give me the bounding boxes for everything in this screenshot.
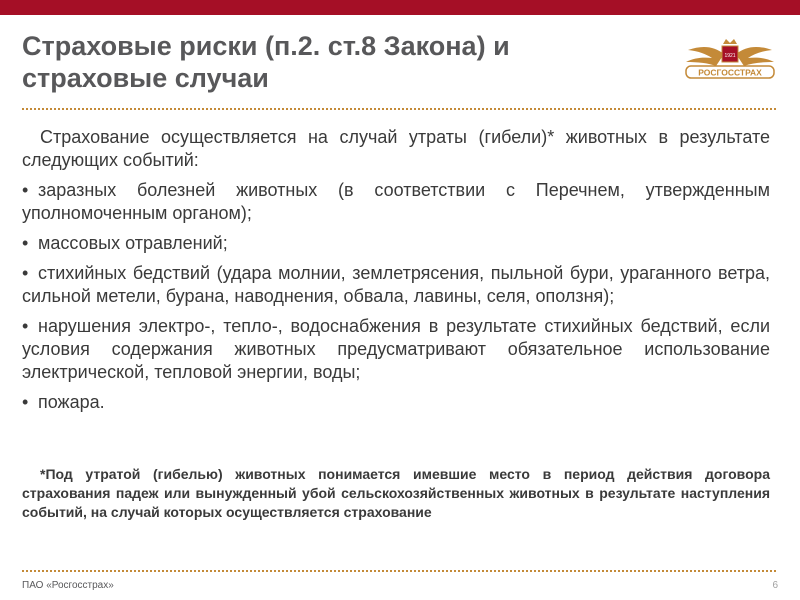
svg-text:1921: 1921: [724, 53, 736, 59]
page-title-line-1: Страховые риски (п.2. ст.8 Закона) и: [22, 31, 510, 61]
list-item: [22, 232, 770, 255]
logo-text: РОСГОССТРАХ: [698, 67, 762, 78]
list-item: [22, 391, 770, 414]
list-item-text: нарушения электро-, тепло-, водоснабжения в результате стихийных бедствий, если условия содержания животных предусматривают обязательное использование электрической, тепловой энергии, воды;: [22, 316, 770, 382]
footer-company: ПАО «Росгосстрах»: [22, 580, 114, 591]
bullet-mark: •: [22, 316, 29, 336]
bullet-mark: •: [22, 180, 29, 200]
bullet-mark: •: [22, 392, 29, 412]
top-accent-bar: [0, 0, 800, 15]
rosgosstrakh-logo-icon: [680, 36, 780, 96]
header-divider: [22, 108, 776, 110]
list-item: [22, 179, 770, 225]
bullet-mark: •: [22, 233, 29, 253]
list-item-text: стихийных бедствий (удара молнии, землетрясения, пыльной бури, ураганного ветра, сильной метели, бурана, наводнения, обвала, лавины, селя, оползня);: [22, 263, 770, 306]
list-item: [22, 262, 770, 308]
footer-divider: [22, 570, 776, 572]
list-item-text: массовых отравлений;: [38, 233, 228, 253]
bullet-mark: •: [22, 263, 29, 283]
list-item-text: заразных болезней животных (в соответствии с Перечнем, утвержденным уполномоченным органом);: [22, 180, 770, 223]
page-title: [22, 30, 582, 94]
list-item-text: пожара.: [38, 392, 105, 412]
footnote: *Под утратой (гибелью) животных понимается имевшие место в период действия договора страхования падеж или вынужденный убой сельскохозяйственных животных в результате наступления событий, на случай которых осуществляется страхование: [22, 466, 770, 520]
events-list: [22, 179, 770, 414]
main-content: [22, 126, 770, 421]
intro-paragraph: Страхование осуществляется на случай утраты (гибели)* животных в результате следующих событий:: [22, 127, 770, 170]
page-title-line-2: страховые случаи: [22, 63, 269, 93]
page-number: 6: [772, 580, 778, 591]
list-item: [22, 315, 770, 384]
